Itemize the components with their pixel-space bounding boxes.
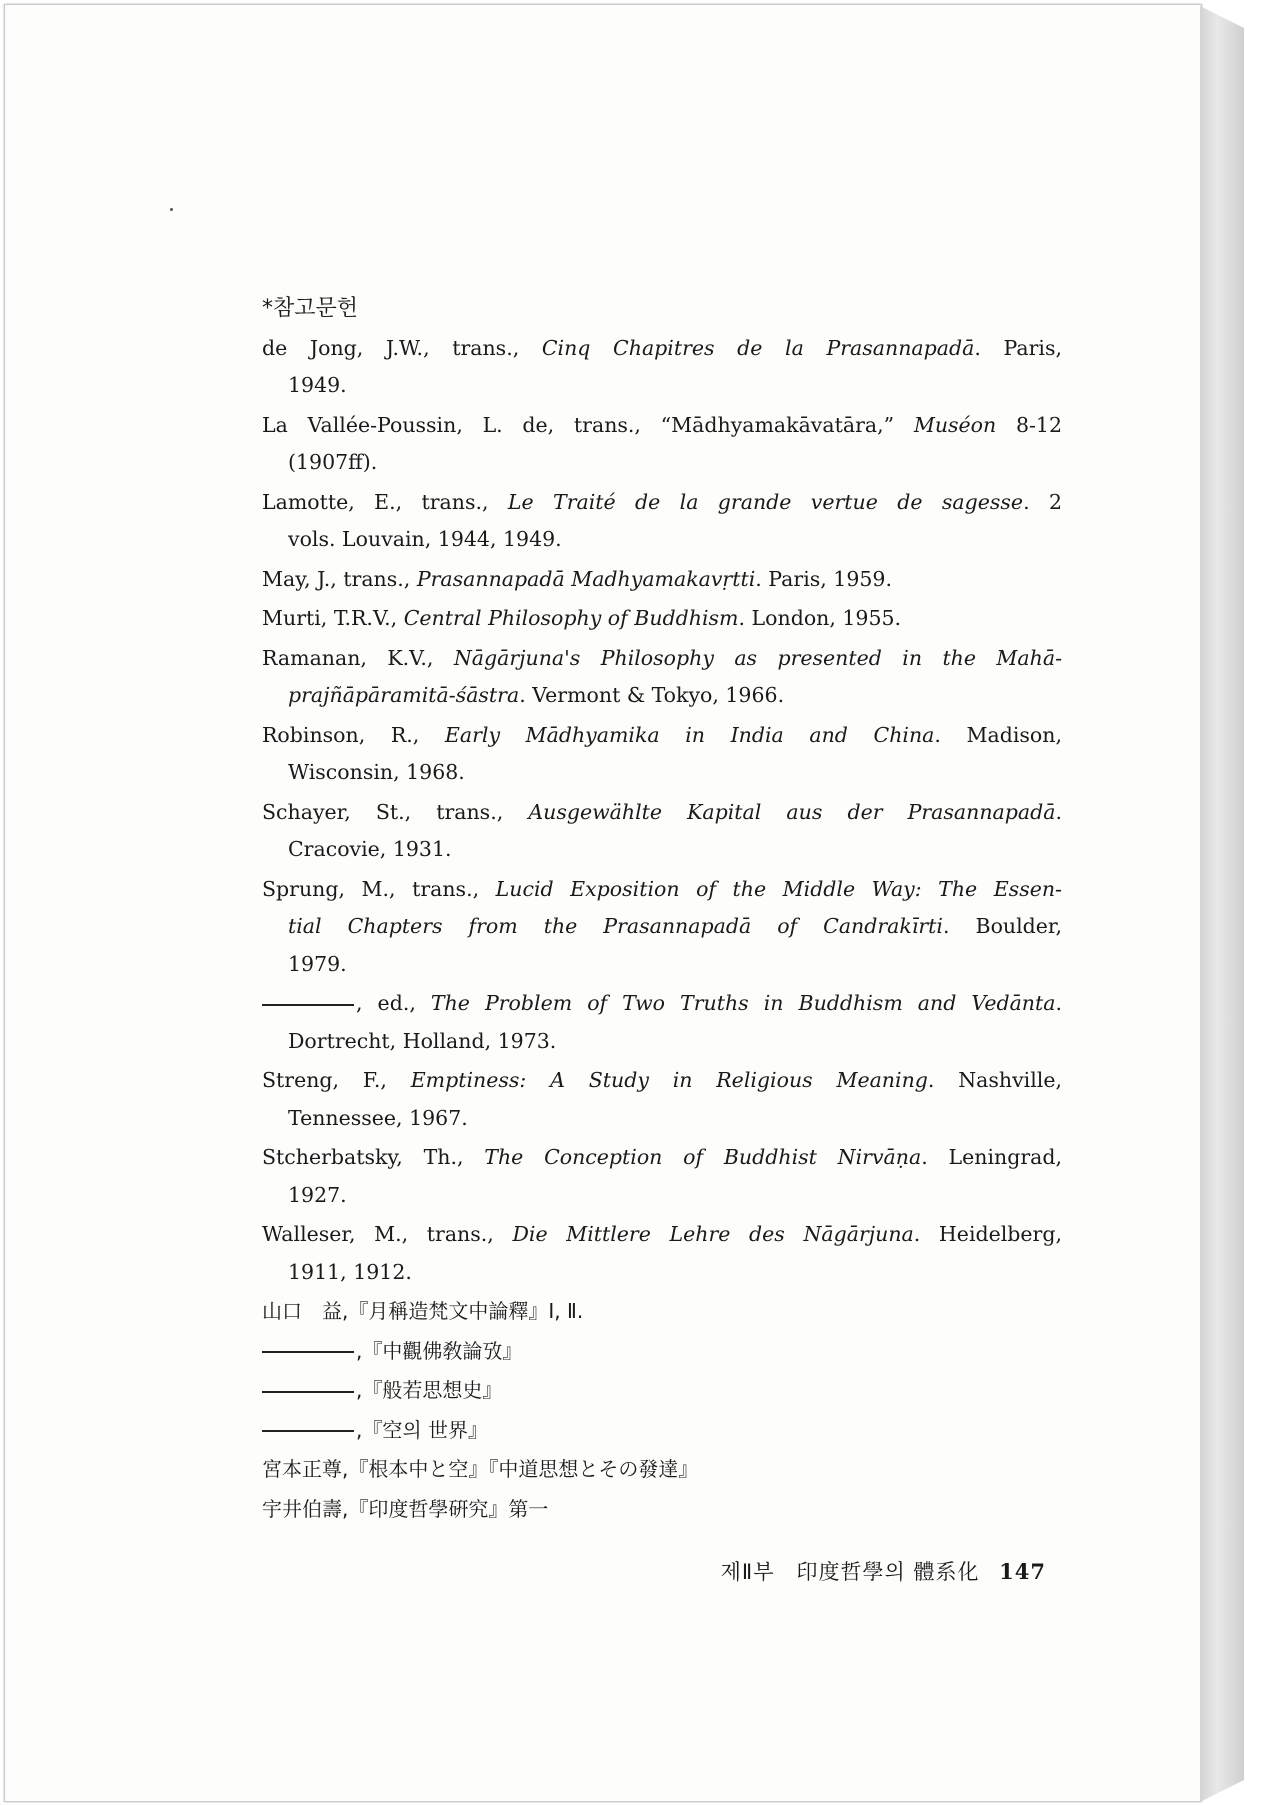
bibliography-entry (262, 330, 1062, 405)
ditto-dash (262, 1351, 354, 1353)
entry-publication: . Heidelberg, (913, 1222, 1062, 1246)
bibliography-entry (262, 717, 1062, 792)
bibliography-entry (262, 985, 1062, 1060)
cjk-entry (262, 1333, 1062, 1371)
entry-title: Nāgārjuna's Philosophy as presented in the Mahā- (453, 645, 1062, 670)
entry-title: Le Traité de la grande vertue de sagesse (507, 489, 1024, 514)
entry-continuation (262, 1023, 1062, 1061)
entry-publication: . Nashville, (927, 1068, 1062, 1092)
entry-first-line (262, 484, 1062, 522)
entry-title: The Conception of Buddhist Nirvāṇa (484, 1145, 922, 1169)
bibliography-heading: *참고문헌 (262, 296, 359, 321)
bibliography-entry (262, 1216, 1062, 1291)
bibliography-entry (262, 484, 1062, 559)
entry-publication: . Paris, (974, 335, 1062, 360)
ditto-dash (262, 1391, 354, 1393)
scan-speck (170, 208, 173, 211)
entry-publication: Tennessee, 1967. (288, 1105, 468, 1130)
entry-author: Ramanan, K.V., (262, 645, 454, 670)
bibliography-entry (262, 600, 1062, 638)
cjk-entry (262, 1491, 1062, 1529)
cjk-entries (262, 1293, 1062, 1528)
cjk-entry (262, 1412, 1062, 1450)
bibliography-entry (262, 1062, 1062, 1137)
entry-continuation (262, 1254, 1062, 1292)
entry-continuation (262, 754, 1062, 792)
entry-publication: . London, 1955. (738, 606, 902, 630)
entry-publication: Dortrecht, Holland, 1973. (288, 1028, 557, 1053)
entry-publication: 1927. (288, 1182, 347, 1207)
entry-continuation (262, 1177, 1062, 1215)
entry-first-line (262, 1216, 1062, 1254)
entry-author: May, J., trans., (262, 566, 417, 591)
bibliography-entry (262, 871, 1062, 984)
cjk-entry-text: ,『中觀佛敎論攷』 (356, 1338, 523, 1363)
cjk-entry (262, 1451, 1062, 1489)
cjk-entry-text: 山口 益,『月稱造梵文中論釋』Ⅰ, Ⅱ. (262, 1299, 584, 1323)
entry-publication: . Boulder, (942, 914, 1062, 938)
page-number: 147 (999, 1559, 1046, 1584)
entry-publication: 1949. (288, 373, 347, 397)
entry-title: Lucid Exposition of the Middle Way: The Essen- (495, 876, 1062, 901)
entry-title: The Problem of Two Truths in Buddhism and Vedānta (430, 991, 1056, 1015)
entry-continuation (262, 831, 1062, 869)
entry-title: Prasannapadā Madhyamakavṛtti (416, 566, 756, 591)
entry-publication: . 2 (1023, 489, 1063, 514)
entry-author: Sprung, M., trans., (262, 876, 496, 901)
entry-continuation (262, 677, 1062, 715)
cjk-entry (262, 1372, 1062, 1410)
entry-title: Muséon (913, 412, 997, 437)
bibliography-entries (262, 330, 1062, 1292)
entry-first-line (262, 1062, 1062, 1100)
entry-publication: . Madison, (934, 722, 1062, 747)
entry-publication: Wisconsin, 1968. (288, 760, 465, 784)
entry-publication: . Leningrad, (921, 1145, 1062, 1169)
entry-author: Murti, T.R.V., (262, 606, 404, 630)
entry-first-line (262, 985, 1062, 1023)
entry-author: Stcherbatsky, Th., (262, 1145, 485, 1169)
entry-publication: . Vermont & Tokyo, 1966. (519, 683, 785, 707)
entry-title: Cinq Chapitres de la Prasannapadā (541, 335, 975, 360)
entry-title-continued: prajñāpāramitā-śāstra (288, 683, 520, 707)
entry-author: de Jong, J.W., trans., (262, 335, 542, 360)
entry-first-line (262, 717, 1062, 755)
entry-title-continued: tial Chapters from the Prasannapadā of Candrakīrti (288, 914, 943, 938)
entry-publication: . Paris, 1959. (755, 566, 892, 591)
entry-author: Streng, F., (262, 1068, 411, 1092)
entry-first-line (262, 407, 1062, 445)
entry-continuation (262, 444, 1062, 482)
cjk-entry (262, 1293, 1062, 1331)
page-edge-shadow (1200, 6, 1244, 1802)
entry-publication: vols. Louvain, 1944, 1949. (288, 527, 562, 551)
entry-publication: . (1055, 799, 1062, 824)
entry-publication: (1907ff). (288, 450, 378, 474)
cjk-entry-text: ,『般若思想史』 (356, 1378, 503, 1402)
entry-author: Schayer, St., trans., (262, 799, 529, 824)
entry-continuation (262, 1100, 1062, 1138)
cjk-entry-text: 宮本正尊,『根本中と空』『中道思想とその發達』 (262, 1457, 699, 1481)
bibliography-entry (262, 794, 1062, 869)
entry-first-line (262, 600, 1062, 638)
entry-author: La Vallée-Poussin, L. de, trans., “Mādhyamakāvatāra,” (262, 412, 914, 437)
entry-first-line (262, 871, 1062, 909)
bibliography-entry (262, 561, 1062, 599)
bibliography (262, 290, 1062, 1530)
entry-author: , ed., (356, 991, 431, 1015)
entry-continuation: 1979. (288, 951, 347, 976)
entry-first-line (262, 561, 1062, 599)
ditto-dash (262, 1430, 354, 1432)
entry-title: Central Philosophy of Buddhism (403, 606, 739, 630)
bibliography-entry (262, 640, 1062, 715)
entry-title: Emptiness: A Study in Religious Meaning (410, 1068, 928, 1092)
entry-author: Lamotte, E., trans., (262, 489, 508, 514)
entry-title: Early Mādhyamika in India and China (444, 722, 935, 747)
ditto-dash (262, 1004, 354, 1006)
entry-publication: 1911, 1912. (288, 1259, 412, 1284)
entry-publication: 8-12 (996, 412, 1063, 437)
entry-author: Robinson, R., (262, 722, 445, 747)
entry-continuation (262, 521, 1062, 559)
entry-continuation (262, 908, 1062, 946)
entry-first-line (262, 1139, 1062, 1177)
entry-continuation (262, 367, 1062, 405)
entry-author: Walleser, M., trans., (262, 1222, 513, 1246)
entry-publication: . (1055, 991, 1062, 1015)
entry-publication: Cracovie, 1931. (288, 837, 452, 861)
page-footer (690, 1556, 1046, 1586)
entry-first-line (262, 330, 1062, 368)
cjk-entry-text: 宇井伯壽,『印度哲學硏究』第一 (262, 1496, 549, 1521)
footer-section-title: 제Ⅱ부 印度哲學의 體系化 (720, 1560, 980, 1584)
bibliography-entry (262, 407, 1062, 482)
entry-first-line (262, 794, 1062, 832)
entry-title: Ausgewählte Kapital aus der Prasannapadā (528, 799, 1056, 824)
entry-first-line (262, 640, 1062, 678)
entry-title: Die Mittlere Lehre des Nāgārjuna (512, 1222, 914, 1246)
bibliography-entry (262, 1139, 1062, 1214)
cjk-entry-text: ,『空의 世界』 (356, 1417, 489, 1442)
